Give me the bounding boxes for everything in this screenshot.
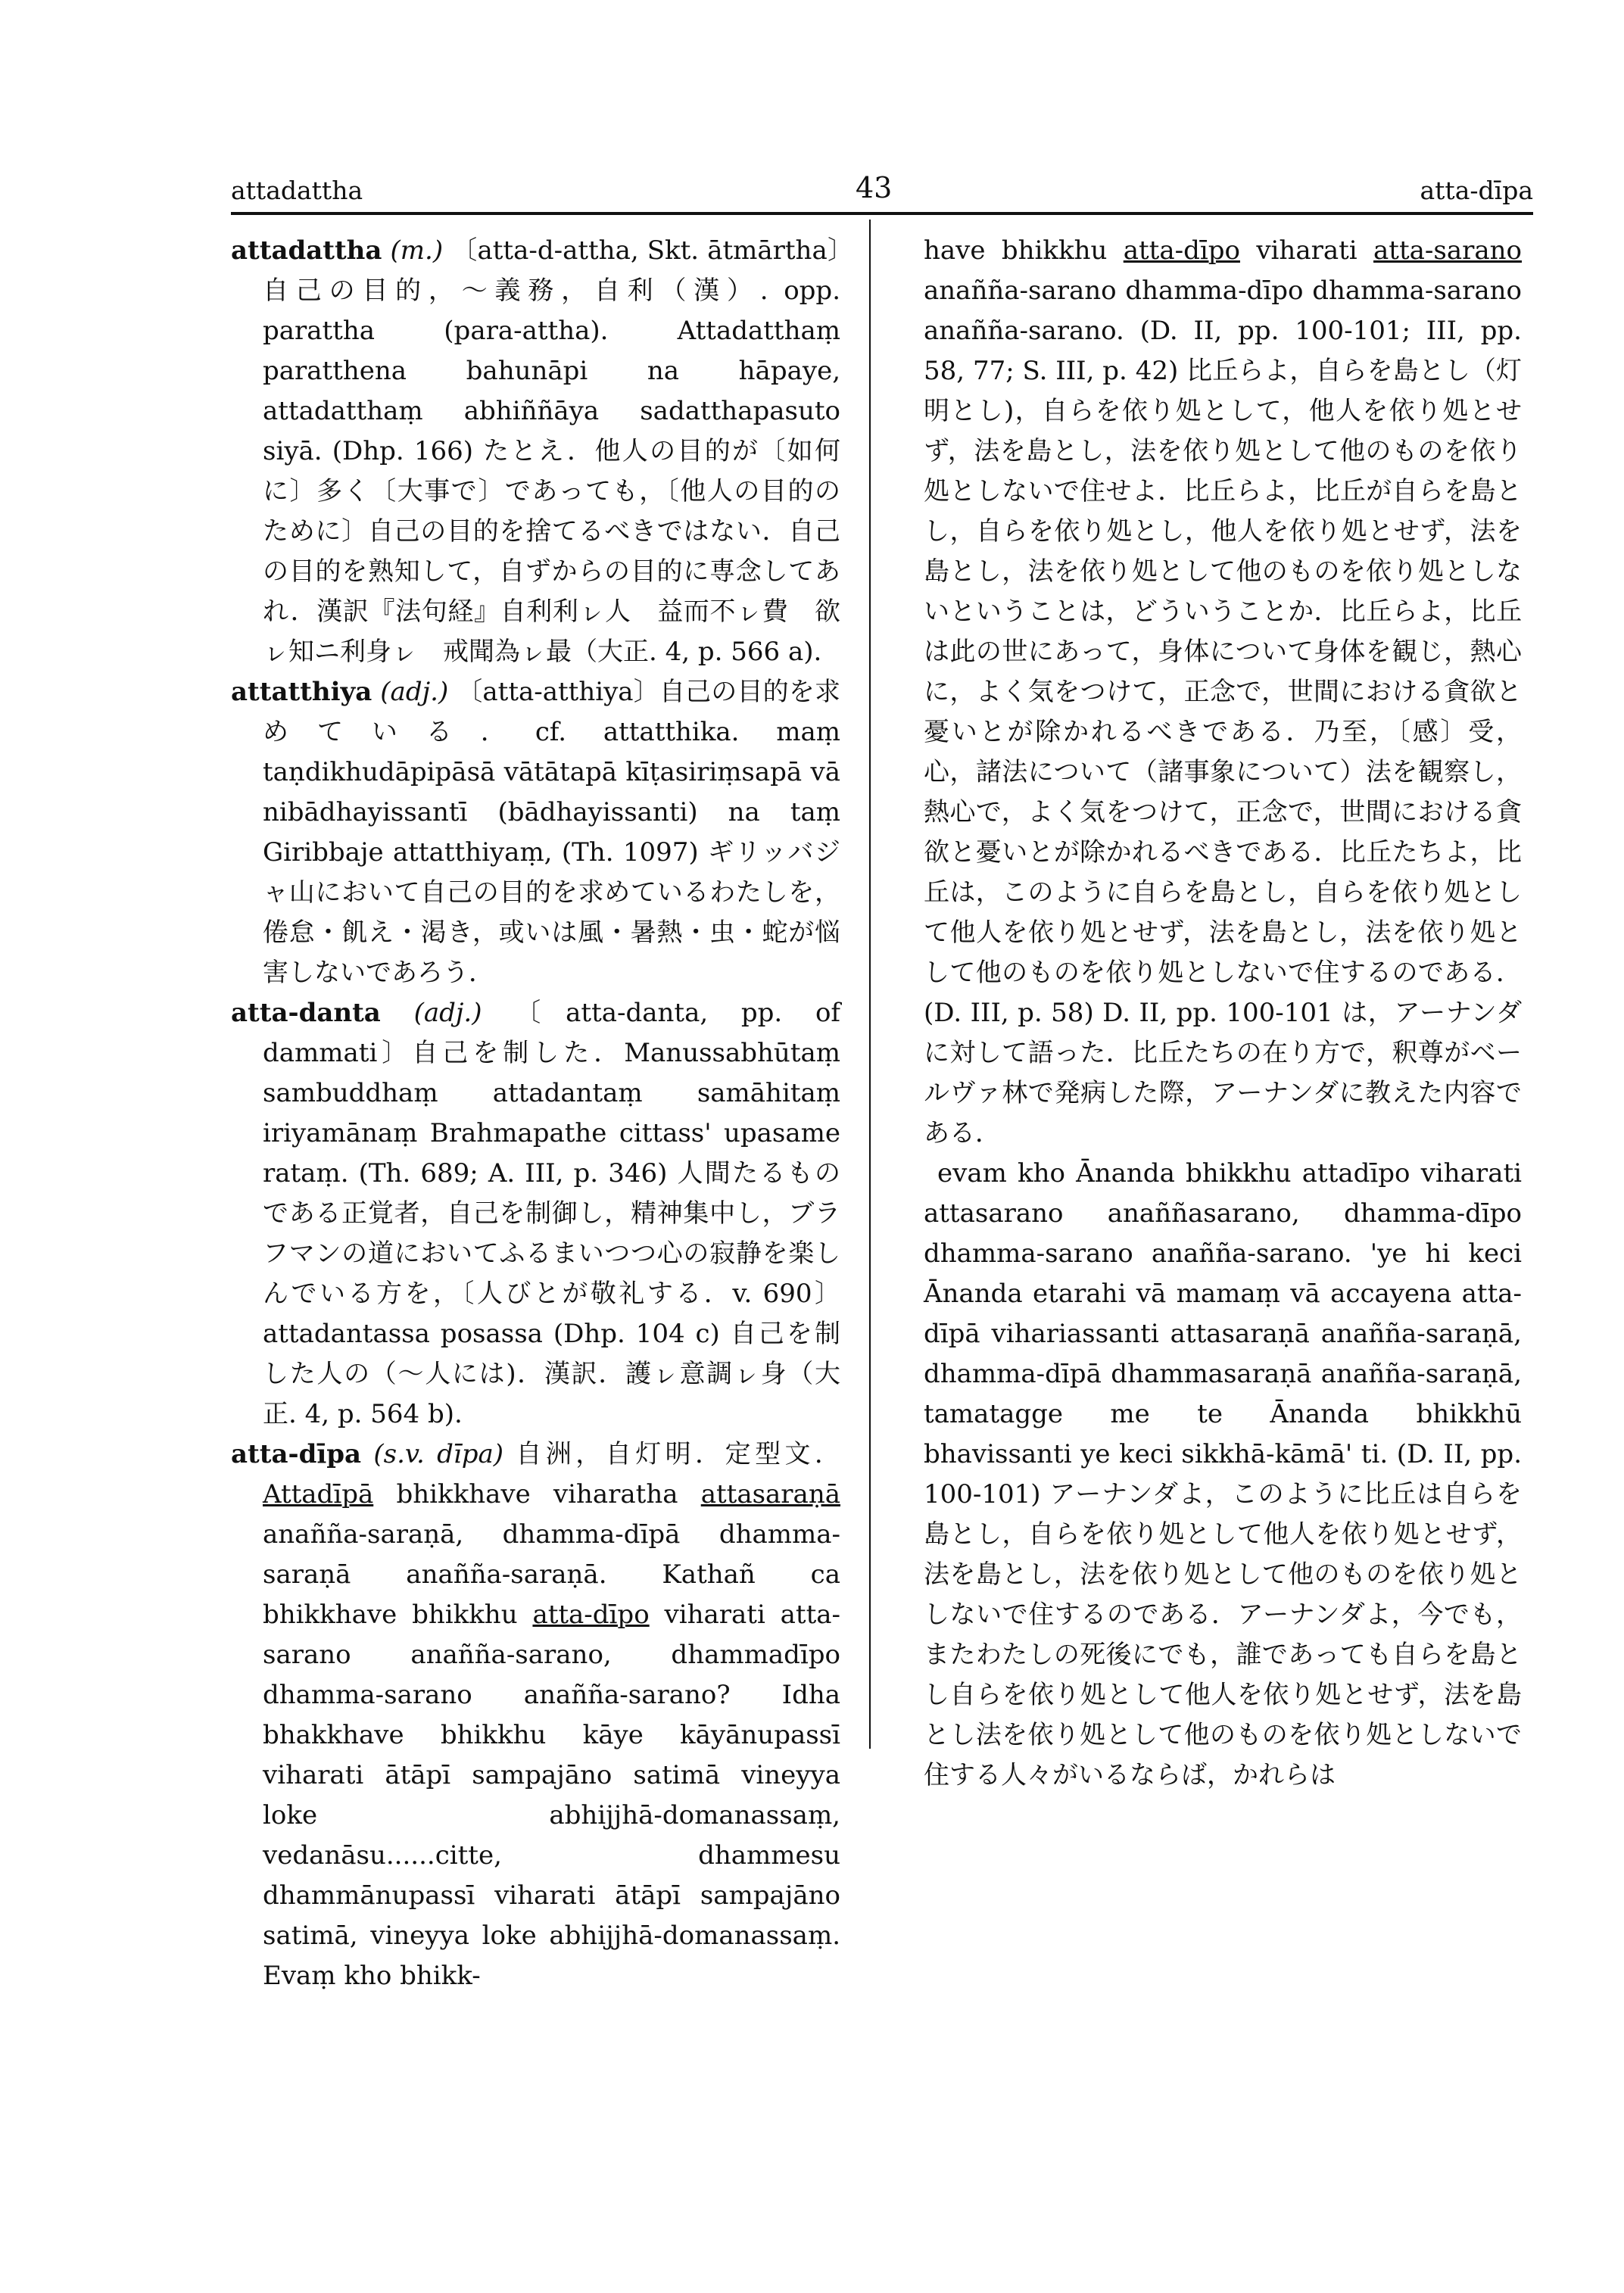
grammar-tag: (adj.) [413, 998, 482, 1028]
entry-text: anañña-sarano dhamma-dīpo dhamma-sarano anañña-sarano. (D. II, pp. 100-101; III, pp. 58, 77; S. III, p. 42) 比丘らよ，自らを島とし（灯明とし)，自らを依り処として，他人を依り処とせず，法を島とし，法を依り処として他のものを依り処としないで住せよ．比丘らよ，比丘が自らを島とし，自らを依り処とし，他人を依り処とせず，法を島とし，法を依り処として他のものを依り処としないということは，どういうことか．比丘らよ，比丘は此の世にあって，身体について身体を観じ，熱心に，よく気をつけて，正念で，世間における貪欲と憂いとが除かれるべきである．乃至，〔感〕受，心，諸法について（諸事象について）法を観察し，熱心で，よく気をつけて，正念で，世間における貪欲と憂いとが除かれるべきである．比丘たちよ，比丘は，このように自らを島とし，自らを依り処として他人を依り処とせず，法を島とし，法を依り処として他のものを依り処としないで住するのである．(D. III, p. 58) D. II, pp. 100-101 は，アーナンダに対して語った．比丘たちの在り方で，釈尊がベールヴァ林で発病した際，アーナンダに教えた内容である． [924, 276, 1522, 1148]
entry-text: 〔atta-danta, pp. of dammati〕自己を制した．Manussabhūtaṃ sambuddhaṃ attadantaṃ samāhitaṃ iriyamānaṃ Brahmapathe cittass' upasame rataṃ. (Th. 689; A. III, p. 346) 人間たるものである正覚者，自己を制御し，精神集中し，ブラフマンの道においてふるまいつつ心の寂静を楽しんでいる方を，〔人びとが敬礼する．v. 690〕attadantassa posassa (Dhp. 104 c) 自己を制した人の（～人には)．漢訳．護ㇾ意調ㇾ身（大正. 4, p. 564 b). [263, 998, 841, 1429]
headword: atta-danta [231, 998, 381, 1028]
header-right-guideword: atta-dīpa [1420, 176, 1533, 205]
right-column [924, 231, 1522, 1796]
entry-atta-dipa [231, 1435, 840, 1996]
continued-paragraph [924, 231, 1522, 1154]
header-rule [231, 212, 1533, 215]
header-left-guideword: attadattha [231, 176, 363, 205]
underlined-term: atta-dīpo [1123, 235, 1240, 266]
headword: atta-dīpa [231, 1439, 362, 1469]
grammar-tag: (s.v. dīpa) [373, 1439, 504, 1469]
headword: attadattha [231, 235, 382, 266]
entry-text: 〔atta-atthiya〕自己の目的を求めている．cf. attatthika. maṃ taṇdikhudāpipāsā vātātapā kīṭasiriṃsapā vā nibādhayissantī (bādhayissanti) na taṃ Giribbaje attatthiyaṃ, (Th. 1097) ギリッバジャ山において自己の目的を求めているわたしを，倦怠・飢え・渇き，或いは風・暑熱・虫・蛇が悩害しないであろう． [263, 677, 840, 988]
underlined-term: atta-sarano [1373, 235, 1522, 266]
left-column [231, 231, 840, 1996]
headword: attatthiya [231, 677, 372, 707]
entry-attatthiya [231, 672, 840, 993]
entry-attadattha [231, 231, 840, 672]
grammar-tag: (adj.) [380, 677, 449, 707]
page-number: 43 [856, 171, 893, 204]
quotation-paragraph: evam kho Ānanda bhikkhu attadīpo viharati attasarano anaññasarano, dhamma-dīpo dhamma-sarano anañña-sarano. 'ye hi keci Ānanda etarahi vā mamaṃ vā accayena atta-dīpā vihariassanti attasaraṇā anañña-saraṇā, dhamma-dīpā dhammasaraṇā anañña-saraṇā, tamatagge me te Ānanda bhikkhū bhavissanti ye keci sikkhā-kāmā' ti. (D. II, pp. 100-101) アーナンダよ，このように比丘は自らを島とし，自らを依り処として他人を依り処とせず，法を島とし，法を依り処として他のものを依り処としないで住するのである．アーナンダよ，今でも，またわたしの死後にでも，誰であっても自らを島とし自らを依り処として他人を依り処とせず，法を島とし法を依り処として他のものを依り処としないで住する人々がいるならば，かれらは [924, 1158, 1522, 1790]
column-divider [869, 220, 871, 1749]
entry-text: viharati atta-sarano anañña-sarano, dhammadīpo dhamma-sarano anañña-sarano? Idha bhakkhave bhikkhu kāye kāyānupassī viharati ātāpī sampajāno satimā vineyya loke abhijjhā-domanassaṃ, vedanāsu......citte, dhammesu dhammānupassī viharati ātāpī sampajāno satimā, vineyya loke abhijjhā-domanassaṃ. Evaṃ kho bhikk- [263, 1600, 840, 1991]
entry-text: viharati [1239, 235, 1374, 266]
entry-atta-danta [231, 993, 840, 1435]
underlined-term: atta-dīpo [532, 1600, 650, 1630]
entry-text: 自洲，自灯明．定型文． [516, 1439, 841, 1469]
entry-text: 〔atta-d-attha, Skt. ātmārtha〕自己の目的，～義務，自利（漢）. opp. parattha (para-attha). Attadatthaṃ paratthena bahunāpi na hāpaye, attadatthaṃ abhiññāya sadatthapasuto siyā. (Dhp. 166) たとえ．他人の目的が〔如何に〕多く〔大事で〕であっても，〔他人の目的のために〕自己の目的を捨てるべきではない．自己の目的を熟知して，自ずからの目的に専念してあれ．漢訳『法句経』自利利ㇾ人 益而不ㇾ費 欲ㇾ知ニ利身ㇾ 戒聞為ㇾ最（大正. 4, p. 566 a). [263, 235, 840, 667]
entry-text: bhikkhave viharatha [373, 1479, 701, 1509]
entry-text: anañña-saraṇā, dhamma-dīpā dhamma-saraṇā anañña-saraṇā. Kathañ ca bhikkhave bhikkhu [263, 1519, 840, 1630]
underlined-term: attasaraṇā [700, 1479, 840, 1509]
grammar-tag: (m.) [390, 235, 444, 266]
page-header [231, 171, 1533, 213]
entry-text: have bhikkhu [924, 235, 1124, 266]
underlined-term: Attadīpā [263, 1479, 374, 1509]
